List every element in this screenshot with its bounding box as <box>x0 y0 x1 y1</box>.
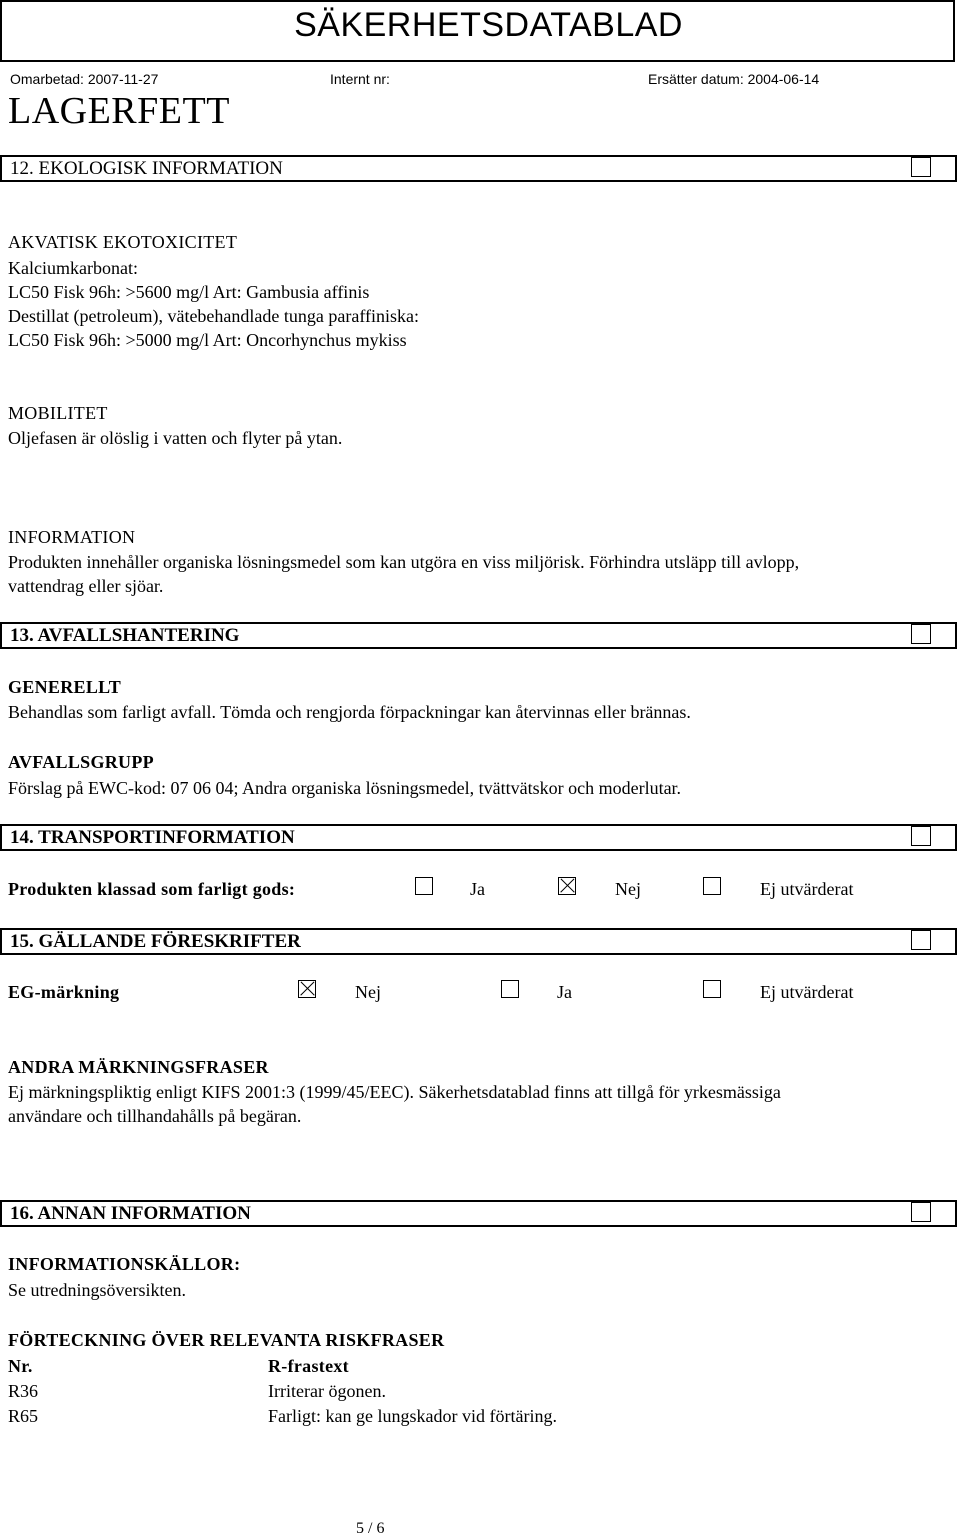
waste-group-text: Förslag på EWC-kod: 07 06 04; Andra organiska lösningsmedel, tvättvätskor och moderlutar. <box>8 778 682 798</box>
page-number: 5 / 6 <box>356 1520 385 1537</box>
section-12-checkbox[interactable] <box>911 157 931 177</box>
other-labeling-line: användare och tillhandahålls på begäran. <box>8 1106 302 1126</box>
mobility-text: Oljefasen är olöslig i vatten och flyter på ytan. <box>8 428 343 448</box>
information-line: vattendrag eller sjöar. <box>8 576 164 596</box>
replaces-date: Ersätter datum: 2004-06-14 <box>648 71 820 87</box>
section-15-header <box>0 928 957 955</box>
risk-col-text: R-frastext <box>268 1356 349 1376</box>
general-title: GENERELLT <box>8 677 122 697</box>
eg-no-label: Nej <box>355 982 381 1002</box>
risk-row-nr: R65 <box>8 1406 39 1426</box>
section-15-checkbox[interactable] <box>911 930 931 950</box>
aquatic-line: LC50 Fisk 96h: >5600 mg/l Art: Gambusia affinis <box>8 282 370 302</box>
section-15-title: 15. GÄLLANDE FÖRESKRIFTER <box>10 931 301 952</box>
revised-date: Omarbetad: 2007-11-27 <box>10 71 159 87</box>
transport-no-checkbox[interactable] <box>558 877 576 895</box>
aquatic-line: LC50 Fisk 96h: >5000 mg/l Art: Oncorhynchus mykiss <box>8 330 407 350</box>
transport-not-evaluated-checkbox[interactable] <box>703 877 721 895</box>
information-line: Produkten innehåller organiska lösningsmedel som kan utgöra en viss miljörisk. Förhindra utsläpp till avlopp, <box>8 552 800 572</box>
information-title: INFORMATION <box>8 527 136 547</box>
section-14-title: 14. TRANSPORTINFORMATION <box>10 827 295 848</box>
section-13-header <box>0 622 957 649</box>
section-12-title: 12. EKOLOGISK INFORMATION <box>10 158 283 179</box>
eg-marking-label: EG-märkning <box>8 982 120 1002</box>
general-text: Behandlas som farligt avfall. Tömda och rengjorda förpackningar kan återvinnas eller brännas. <box>8 702 691 722</box>
information-sources-text: Se utredningsöversikten. <box>8 1280 186 1300</box>
transport-not-evaluated-label: Ej utvärderat <box>760 879 854 899</box>
transport-no-label: Nej <box>615 879 641 899</box>
waste-group-title: AVFALLSGRUPP <box>8 752 154 772</box>
section-12-header <box>0 155 957 182</box>
section-16-header <box>0 1200 957 1227</box>
information-sources-title: INFORMATIONSKÄLLOR: <box>8 1254 241 1274</box>
eg-no-checkbox[interactable] <box>298 980 316 998</box>
eg-yes-checkbox[interactable] <box>501 980 519 998</box>
mobility-title: MOBILITET <box>8 403 108 423</box>
transport-yes-checkbox[interactable] <box>415 877 433 895</box>
document-title: SÄKERHETSDATABLAD <box>294 6 683 44</box>
risk-phrases-title: FÖRTECKNING ÖVER RELEVANTA RISKFRASER <box>8 1330 445 1350</box>
risk-col-nr: Nr. <box>8 1356 33 1376</box>
section-13-checkbox[interactable] <box>911 624 931 644</box>
risk-row-text: Farligt: kan ge lungskador vid förtäring. <box>268 1406 557 1426</box>
aquatic-ecotoxicity-title: AKVATISK EKOTOXICITET <box>8 232 238 252</box>
aquatic-line: Destillat (petroleum), vätebehandlade tunga paraffiniska: <box>8 306 420 326</box>
title-box <box>0 0 955 62</box>
section-14-header <box>0 824 957 851</box>
eg-not-evaluated-checkbox[interactable] <box>703 980 721 998</box>
product-name: LAGERFETT <box>8 90 230 132</box>
other-labeling-title: ANDRA MÄRKNINGSFRASER <box>8 1057 269 1077</box>
other-labeling-line: Ej märkningspliktig enligt KIFS 2001:3 (1999/45/EEC). Säkerhetsdatablad finns att tillgå för yrkesmässiga <box>8 1082 781 1102</box>
section-13-title: 13. AVFALLSHANTERING <box>10 625 240 646</box>
aquatic-line: Kalciumkarbonat: <box>8 258 138 278</box>
section-14-checkbox[interactable] <box>911 826 931 846</box>
eg-yes-label: Ja <box>557 982 572 1002</box>
internal-number: Internt nr: <box>330 71 390 87</box>
eg-not-evaluated-label: Ej utvärderat <box>760 982 854 1002</box>
risk-row-nr: R36 <box>8 1381 39 1401</box>
transport-yes-label: Ja <box>470 879 485 899</box>
risk-row-text: Irriterar ögonen. <box>268 1381 386 1401</box>
section-16-checkbox[interactable] <box>911 1202 931 1222</box>
dangerous-goods-question: Produkten klassad som farligt gods: <box>8 879 296 899</box>
section-16-title: 16. ANNAN INFORMATION <box>10 1203 251 1224</box>
